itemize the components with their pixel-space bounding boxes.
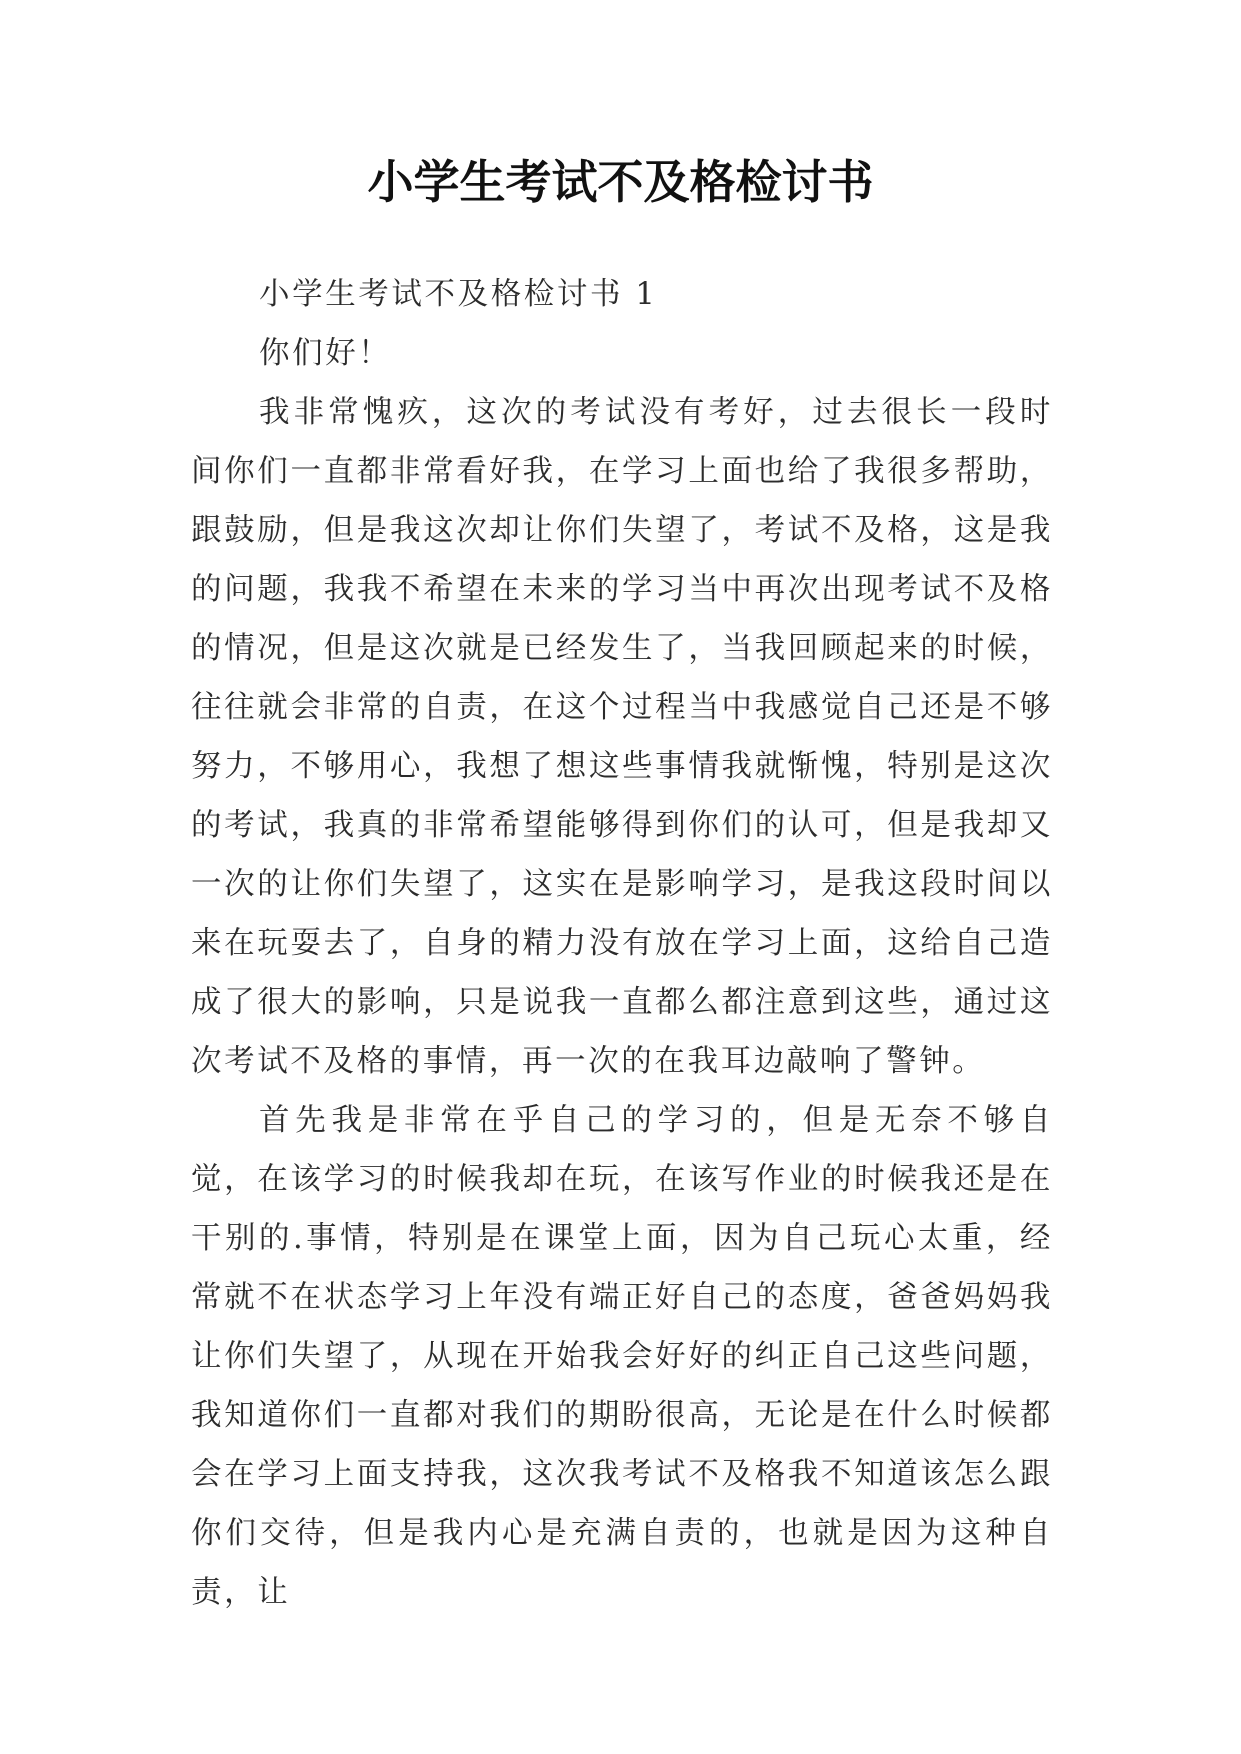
document-subtitle: 小学生考试不及格检讨书 1 [259,277,658,312]
body-paragraph-1: 我非常愧疚，这次的考试没有考好，过去很长一段时间你们一直都非常看好我，在学习上面也给了我很多帮助，跟鼓励，但是我这次却让你们失望了，考试不及格，这是我的问题，我我不希望在未来的学习当中再次出现考试不及格的情况，但是这次就是已经发生了，当我回顾起来的时候，往往就会非常的自责，在这个过程当中我感觉自己还是不够努力，不够用心，我想了想这些事情我就惭愧，特别是这次的考试，我真的非常希望能够得到你们的认可，但是我却又一次的让你们失望了，这实在是影响学习，是我这段时间以来在玩耍去了，自身的精力没有放在学习上面，这给自己造成了很大的影响，只是说我一直都么都注意到这些，通过这次考试不及格的事情，再一次的在我耳边敲响了警钟。 [191,395,1053,1079]
document-title: 小学生考试不及格检讨书 [367,155,874,209]
document-body [191,265,1053,1622]
body-paragraph-2: 首先我是非常在乎自己的学习的，但是无奈不够自觉，在该学习的时候我却在玩，在该写作业的时候我还是在干别的.事情，特别是在课堂上面，因为自己玩心太重，经常就不在状态学习上年没有端正好自己的态度，爸爸妈妈我让你们失望了，从现在开始我会好好的纠正自己这些问题，我知道你们一直都对我们的期盼很高，无论是在什么时候都会在学习上面支持我，这次我考试不及格我不知道该怎么跟你们交待，但是我内心是充满自责的，也就是因为这种自责，让 [191,1103,1053,1610]
greeting-line: 你们好！ [259,336,392,371]
